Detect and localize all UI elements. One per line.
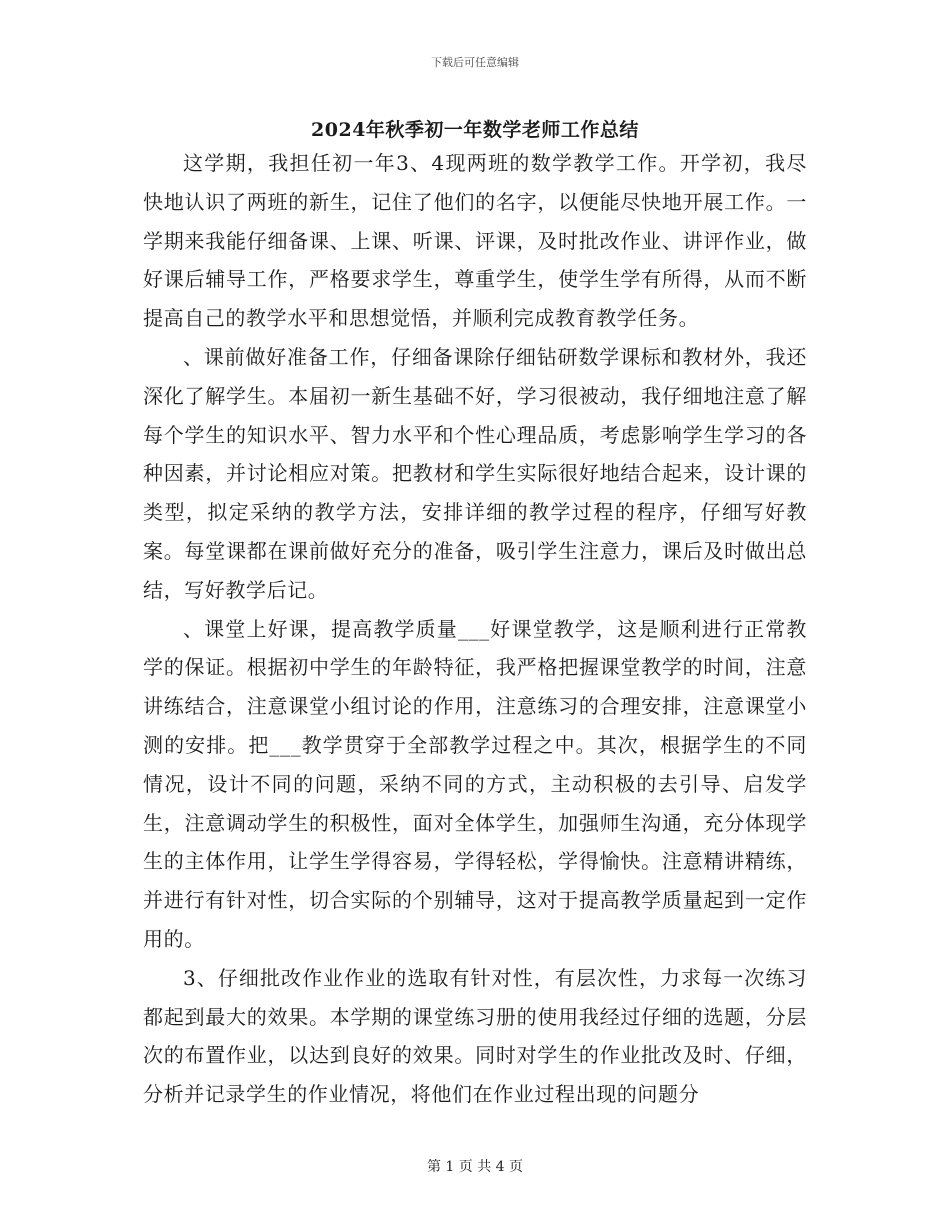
document-body — [143, 144, 807, 1114]
paragraph-classroom: 、课堂上好课，提高教学质量___好课堂教学，这是顺利进行正常教学的保证。根据初中学生的年龄特征，我严格把握课堂教学的时间，注意讲练结合，注意课堂小组讨论的作用，注意练习的合理安排，注意课堂小测的安排。把___教学贯穿于全部教学过程之中。其次，根据学生的不同情况，设计不同的问题，采纳不同的方式，主动积极的去引导、启发学生，注意调动学生的积极性，面对全体学生，加强师生沟通，充分体现学生的主体作用，让学生学得容易，学得轻松，学得愉快。注意精讲精练，并进行有针对性，切合实际的个别辅导，这对于提高教学质量起到一定作用的。 — [143, 616, 807, 951]
paragraph-intro: 这学期，我担任初一年3、4现两班的数学教学工作。开学初，我尽快地认识了两班的新生，记住了他们的名字，以便能尽快地开展工作。一学期来我能仔细备课、上课、听课、评课，及时批改作业、讲评作业，做好课后辅导工作，严格要求学生，尊重学生，使学生学有所得，从而不断提高自己的教学水平和思想觉悟，并顺利完成教育教学任务。 — [143, 151, 807, 331]
page-number-footer: 第 1 页 共 4 页 — [426, 1159, 524, 1175]
paragraph-homework: 3、仔细批改作业作业的选取有针对性，有层次性，力求每一次练习都起到最大的效果。本学期的课堂练习册的使用我经过仔细的选题，分层次的布置作业，以达到良好的效果。同时对学生的作业批改及时、仔细，分析并记录学生的作业情况，将他们在作业过程出现的问题分 — [143, 965, 807, 1107]
document-title: 2024年秋季初一年数学老师工作总结 — [311, 119, 639, 141]
paragraph-preparation: 、课前做好准备工作，仔细备课除仔细钻研数学课标和教材外，我还深化了解学生。本届初一新生基础不好，学习很被动，我仔细地注意了解每个学生的知识水平、智力水平和个性心理品质，考虑影响学生学习的各种因素，并讨论相应对策。把教材和学生实际很好地结合起来，设计课的类型，拟定采纳的教学方法，安排详细的教学过程的程序，仔细写好教案。每堂课都在课前做好充分的准备，吸引学生注意力，课后及时做出总结，写好教学后记。 — [143, 344, 807, 602]
header-note: 下载后可任意编辑 — [431, 56, 519, 69]
